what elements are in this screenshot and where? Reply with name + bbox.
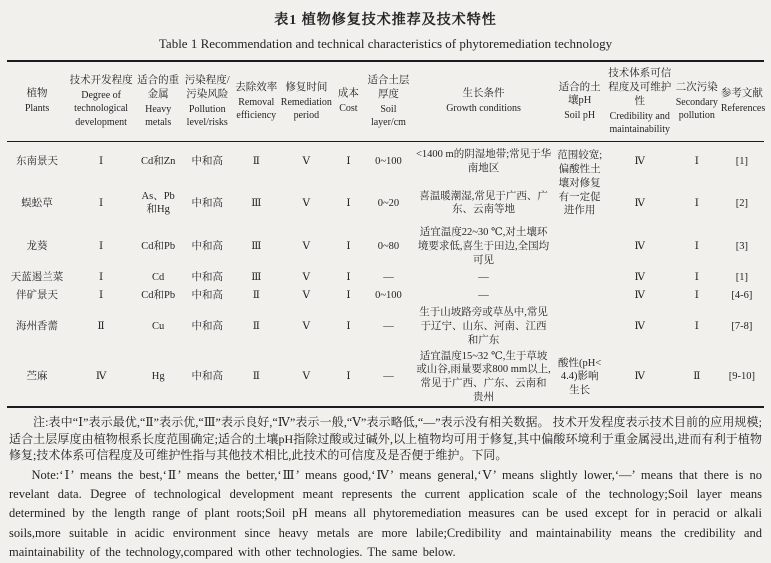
table-cell [554, 269, 606, 287]
table-row [7, 181, 764, 225]
table-cell: Ⅳ [634, 155, 645, 167]
column-header-zh: 适合的土壤pH [558, 81, 601, 107]
table-cell: 龙葵 [26, 241, 48, 253]
table-cell: Ⅱ [252, 290, 260, 302]
column-header-en: Secondary pollution [675, 96, 718, 121]
table-cell: Cd和Pb [141, 290, 176, 302]
column-header-en: Cost [339, 103, 358, 115]
table-cell: Ⅰ [694, 241, 699, 253]
column-header-en: Removal efficiency [236, 96, 277, 121]
column-header [413, 61, 553, 141]
table-cell: 0~20 [377, 197, 400, 209]
table-cell: Ⅲ [251, 241, 262, 253]
column-header-en: Heavy metals [145, 103, 172, 128]
column-header-zh: 参考文献 [720, 88, 763, 100]
table-cell: [1] [735, 272, 749, 284]
table-cell: Ⅱ [252, 155, 260, 167]
table-cell: Ⅰ [694, 320, 699, 332]
header-row [7, 61, 764, 141]
column-header-zh: 适合的重金属 [137, 74, 180, 100]
table-cell: Ⅴ [302, 241, 311, 253]
note-chinese: 注:表中“Ⅰ”表示最优,“Ⅱ”表示优,“Ⅲ”表示良好,“Ⅳ”表示一般,“Ⅴ”表示略低,“—”表示没有相关数据。 技术开发程度表示技术目前的应用规模;适合土层厚度由植物根系长度范围确定;适合的土壤pH指除过酸或过碱外,以上植物均可用于修复,其中偏酸环境利于重金属浸出,进而有利于植物修复;技术体系可信程度及可维护性指与其他技术相比,此技术的可信度及是否便于维护。下同。 [9, 415, 762, 463]
column-header [606, 61, 674, 141]
table-cell: Cd和Zn [140, 155, 176, 167]
table-cell: 中和高 [191, 155, 223, 167]
table-cell: 喜温暖潮湿,常见于广西、广东、云南等地 [419, 190, 548, 216]
table-cell: Ⅲ [251, 197, 262, 209]
table-cell: [2] [735, 197, 749, 209]
table-cell: 酸性(pH<4.4)影响生长 [558, 357, 602, 397]
table-cell: Ⅱ [252, 371, 260, 383]
table-cell: 0~100 [375, 290, 402, 302]
table-cell: Ⅳ [634, 272, 645, 284]
table-cell: Ⅴ [302, 197, 311, 209]
table-cell: Ⅴ [302, 320, 311, 332]
table-cell: Ⅱ [252, 320, 260, 332]
table-cell: 东南景天 [16, 155, 59, 167]
column-header-zh: 技术开发程度 [69, 75, 133, 87]
column-header [135, 61, 181, 141]
column-header-en: Remediation period [280, 96, 332, 121]
table-cell: Ⅳ [634, 197, 645, 209]
table-cell: Ⅳ [634, 371, 645, 383]
table-cell: Ⅰ [346, 320, 351, 332]
table-cell: Ⅰ [346, 155, 351, 167]
table-cell: Cd和Pb [141, 241, 176, 253]
column-header-en: Soil layer/cm [370, 103, 406, 128]
table-cell: Ⅰ [346, 197, 351, 209]
table-cell: 中和高 [191, 290, 223, 302]
table-cell: Cu [152, 320, 165, 332]
table-cell: Cd [152, 272, 165, 284]
phytoremediation-table [7, 60, 764, 408]
column-header-en: Credibility and maintainability [609, 110, 671, 135]
table-cell: — [383, 272, 394, 284]
column-header-en: References [720, 103, 766, 115]
table-cell: Ⅴ [302, 272, 311, 284]
table-title-zh: 表1 植物修复技术推荐及技术特性 [274, 13, 497, 28]
table-cell: [4-6] [731, 290, 753, 302]
column-header-zh: 去除效率 [235, 81, 278, 93]
table-cell: Ⅳ [95, 371, 107, 383]
table-cell: Ⅱ [97, 320, 105, 332]
table-cell [554, 225, 606, 269]
table-cell: [3] [735, 241, 749, 253]
table-cell: Ⅴ [302, 155, 311, 167]
column-header [181, 61, 233, 141]
column-header-zh: 修复时间 [285, 81, 328, 93]
table-cell: Ⅲ [251, 272, 262, 284]
table-header [7, 61, 764, 141]
table-cell: 蜈蚣草 [21, 197, 53, 209]
table-cell: 生于山坡路旁或草丛中,常见于辽宁、山东、河南、江西和广东 [419, 307, 548, 346]
table-cell: — [478, 290, 489, 302]
table-body [7, 141, 764, 407]
notes-section [9, 414, 762, 563]
column-header-zh: 适合土层厚度 [367, 74, 410, 100]
column-header-zh: 污染程度/污染风险 [184, 74, 230, 100]
note-english: Note:‘Ⅰ’ means the best,‘Ⅱ’ means the better,‘Ⅲ’ means good,‘Ⅳ’ means general,‘Ⅴ’ means slightly lower,‘—’ means that there is no revelant data. Degree of technological development meant represents the current application scale of the technology;Soil layer means determined by the length range of plant roots;Soil pH means all phytoremediation measures can be used except for in peracid or alkali soils,more suitable in acidic environment since heavy metals are more labile;Credibility and maintainability means the credibility and maintainability of the technology,compared with other technologies. The same below. [9, 467, 762, 560]
table-cell: Ⅰ [694, 197, 699, 209]
table-cell: As、Pb和Hg [141, 190, 175, 216]
table-cell: <1400 m的阴湿地带;常见于华南地区 [415, 148, 552, 174]
table-cell: [7-8] [731, 320, 753, 332]
column-header [333, 61, 363, 141]
column-header-en: Pollution level/risks [186, 103, 228, 128]
table-row [7, 225, 764, 269]
column-header-en: Soil pH [564, 110, 596, 122]
table-cell: [9-10] [728, 371, 756, 383]
table-cell: Ⅳ [634, 241, 645, 253]
column-header [720, 61, 764, 141]
table-cell: Ⅳ [634, 320, 645, 332]
table-cell: 适宜温度22~30 ℃,对土壤环境要求低,喜生于田边,全国均可见 [417, 227, 550, 267]
column-header [67, 61, 135, 141]
table-cell: [1] [735, 155, 749, 167]
column-header-en: Degree of technological development [74, 90, 129, 128]
table-cell: Ⅰ [694, 155, 699, 167]
table-title-en: Table 1 Recommendation and technical characteristics of phytoremediation technology [158, 36, 613, 51]
column-header-zh: 成本 [337, 88, 359, 100]
table-cell: Ⅰ [694, 272, 699, 284]
table-row [7, 305, 764, 349]
column-header-en: Plants [24, 103, 50, 115]
table-cell: Ⅰ [99, 155, 104, 167]
table-cell: Ⅰ [346, 241, 351, 253]
table-cell: 中和高 [191, 272, 223, 284]
table-cell: — [383, 371, 394, 383]
table-cell: 0~100 [375, 155, 402, 167]
table-cell: Ⅴ [302, 371, 311, 383]
column-header [233, 61, 279, 141]
table-cell: Ⅱ [693, 371, 701, 383]
table-cell: — [383, 320, 394, 332]
table-cell: Ⅳ [634, 290, 645, 302]
column-header-en: Growth conditions [446, 103, 521, 115]
table-row [7, 141, 764, 181]
table-cell: 天蓝遏兰菜 [10, 272, 64, 284]
table-row [7, 287, 764, 305]
table-cell [554, 305, 606, 349]
table-cell: Ⅰ [99, 241, 104, 253]
column-header [674, 61, 720, 141]
table-cell: — [478, 272, 489, 284]
table-cell: Ⅰ [99, 272, 104, 284]
table-cell [554, 287, 606, 305]
table-cell: Hg [151, 371, 165, 383]
table-cell: Ⅰ [346, 290, 351, 302]
table-cell: Ⅴ [302, 290, 311, 302]
table-cell: 中和高 [191, 320, 223, 332]
table-cell: 中和高 [191, 241, 223, 253]
column-header [554, 61, 606, 141]
table-row [7, 269, 764, 287]
table-cell: 中和高 [191, 197, 223, 209]
column-header-zh: 二次污染 [675, 81, 718, 93]
table-cell: 适宜温度15~32 ℃,生于草坡或山谷,雨量要求800 mm以上,常见于广西、广东、云南和贵州 [416, 350, 551, 404]
table-row [7, 349, 764, 407]
table-cell: Ⅰ [346, 371, 351, 383]
table-cell: 范围较宽;偏酸性土壤对修复有一定促进作用 [557, 150, 603, 217]
table-cell: 伴矿景天 [16, 290, 59, 302]
table-cell: Ⅰ [99, 290, 104, 302]
table-cell: 苎麻 [26, 371, 48, 383]
table-cell: 中和高 [191, 371, 223, 383]
column-header [279, 61, 333, 141]
column-header [363, 61, 413, 141]
table-cell: 海州香薷 [16, 320, 59, 332]
column-header-zh: 植物 [26, 88, 48, 100]
column-header [7, 61, 67, 141]
table-cell: 0~80 [377, 241, 400, 253]
table-cell: Ⅰ [346, 272, 351, 284]
table-cell: Ⅰ [694, 290, 699, 302]
table-cell: Ⅰ [99, 197, 104, 209]
column-header-zh: 技术体系可信程度及可维护性 [608, 68, 672, 107]
column-header-zh: 生长条件 [462, 88, 505, 100]
